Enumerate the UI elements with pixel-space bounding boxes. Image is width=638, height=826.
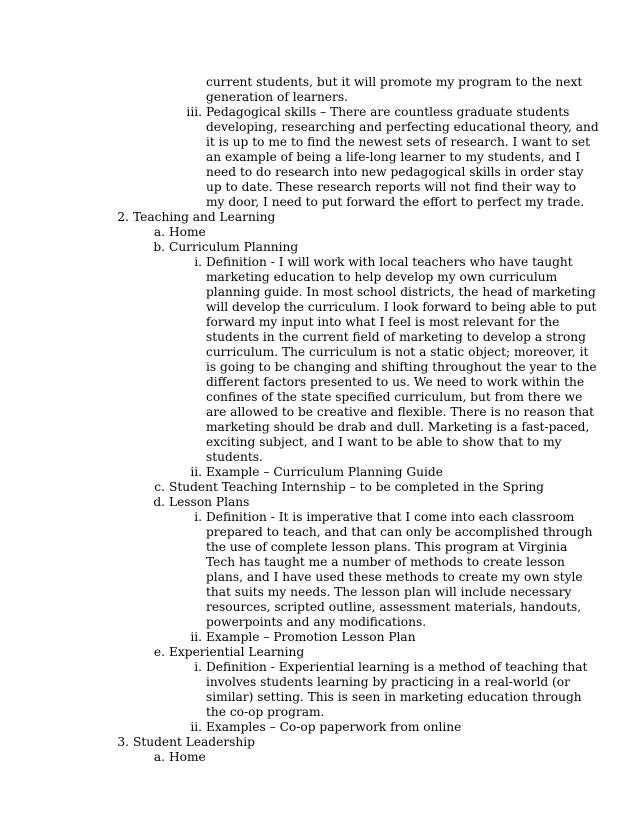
- sublist-item-experiential-examples: [190, 720, 462, 735]
- sublist-item-lesson-plans-example: [190, 630, 416, 645]
- text-line: Definition - It is imperative that I come into each classroom: [206, 510, 575, 524]
- item-label: Experiential Learning: [169, 645, 305, 659]
- list-marker: a.: [153, 225, 165, 239]
- list-marker: 2.: [117, 210, 129, 224]
- text-line: marketing education to help develop my own curriculum: [206, 270, 558, 284]
- text-line: confines of the state specified curriculum, but from there we: [206, 390, 583, 404]
- list-item-home: [153, 750, 206, 765]
- text-line: will develop the curriculum. I look forward to being able to put: [206, 300, 597, 314]
- list-marker: iii.: [186, 105, 202, 119]
- text-line: Definition - Experiential learning is a method of teaching that: [206, 660, 588, 674]
- list-item-curriculum-planning: [153, 240, 299, 255]
- text-line: is going to be changing and shifting throughout the year to the: [206, 360, 597, 374]
- list-marker: i.: [194, 510, 202, 524]
- item-label: Curriculum Planning: [169, 240, 299, 254]
- item-label: Lesson Plans: [169, 495, 250, 509]
- text-line: different factors presented to us. We need to work within the: [206, 375, 585, 389]
- text-line: planning guide. In most school districts, the head of marketing: [206, 285, 596, 299]
- list-item-student-teaching-internship: [154, 480, 544, 495]
- text-line: similar) setting. This is seen in marketing education through: [206, 690, 582, 704]
- list-item-home: [153, 225, 206, 240]
- text-line: students in the current field of marketing to develop a strong: [206, 330, 586, 344]
- text-line: need to do research into new pedagogical skills in order stay: [206, 165, 584, 179]
- list-marker: ii.: [190, 465, 202, 479]
- section-title: Teaching and Learning: [133, 210, 276, 224]
- section-title: Student Leadership: [133, 735, 255, 749]
- text-line: marketing should be drab and dull. Marketing is a fast-paced,: [206, 420, 590, 434]
- text-line: prepared to teach, and that can only be accomplished through: [206, 525, 593, 539]
- text-line: plans, and I have used these methods to create my own style: [206, 570, 583, 584]
- list-marker: d.: [153, 495, 165, 509]
- list-item-lesson-plans: [153, 495, 250, 510]
- text-line: resources, scripted outline, assessment materials, handouts,: [206, 600, 582, 614]
- text-line: curriculum. The curriculum is not a static object; moreover, it: [206, 345, 589, 359]
- text-line: that suits my needs. The lesson plan will include necessary: [206, 585, 572, 599]
- list-marker: b.: [153, 240, 165, 254]
- item-text: Examples – Co-op paperwork from online: [206, 720, 462, 734]
- list-marker: i.: [194, 255, 202, 269]
- list-marker: e.: [153, 645, 165, 659]
- section-heading-teaching-and-learning: [117, 210, 276, 225]
- text-line: the use of complete lesson plans. This program at Virginia: [206, 540, 568, 554]
- text-line: Definition - I will work with local teachers who have taught: [206, 255, 573, 269]
- item-text: Example – Promotion Lesson Plan: [206, 630, 416, 644]
- list-item-experiential-learning: [153, 645, 305, 660]
- text-line: students.: [206, 450, 263, 464]
- text-line: up to date. These research reports will not find their way to: [206, 180, 577, 194]
- list-marker: ii.: [190, 720, 202, 734]
- text-line: generation of learners.: [206, 90, 348, 104]
- text-line: Pedagogical skills – There are countless graduate students: [206, 105, 570, 119]
- list-marker: c.: [154, 480, 165, 494]
- item-label: Student Teaching Internship – to be completed in the Spring: [169, 480, 544, 494]
- text-line: powerpoints and any modifications.: [206, 615, 427, 629]
- text-line: the co-op program.: [206, 705, 325, 719]
- text-line: are allowed to be creative and flexible. There is no reason that: [206, 405, 595, 419]
- item-text: Example – Curriculum Planning Guide: [206, 465, 443, 479]
- item-label: Home: [169, 750, 206, 764]
- list-marker: i.: [194, 660, 202, 674]
- text-line: an example of being a life-long learner to my students, and I: [206, 150, 581, 164]
- text-line: exciting subject, and I want to be able to show that to my: [206, 435, 562, 449]
- text-line: it is up to me to find the newest sets of research. I want to set: [206, 135, 591, 149]
- section-heading-student-leadership: [117, 735, 255, 750]
- item-label: Home: [169, 225, 206, 239]
- list-marker: ii.: [190, 630, 202, 644]
- sublist-item-curriculum-example: [190, 465, 443, 480]
- text-line: developing, researching and perfecting educational theory, and: [206, 120, 599, 134]
- list-marker: 3.: [117, 735, 129, 749]
- text-line: current students, but it will promote my program to the next: [206, 75, 583, 89]
- text-line: my door, I need to put forward the effort to perfect my trade.: [206, 195, 585, 209]
- text-line: involves students learning by practicing in a real-world (or: [206, 675, 570, 689]
- list-marker: a.: [153, 750, 165, 764]
- text-line: forward my input into what I feel is most relevant for the: [206, 315, 560, 329]
- text-line: Tech has taught me a number of methods to create lesson: [206, 555, 565, 569]
